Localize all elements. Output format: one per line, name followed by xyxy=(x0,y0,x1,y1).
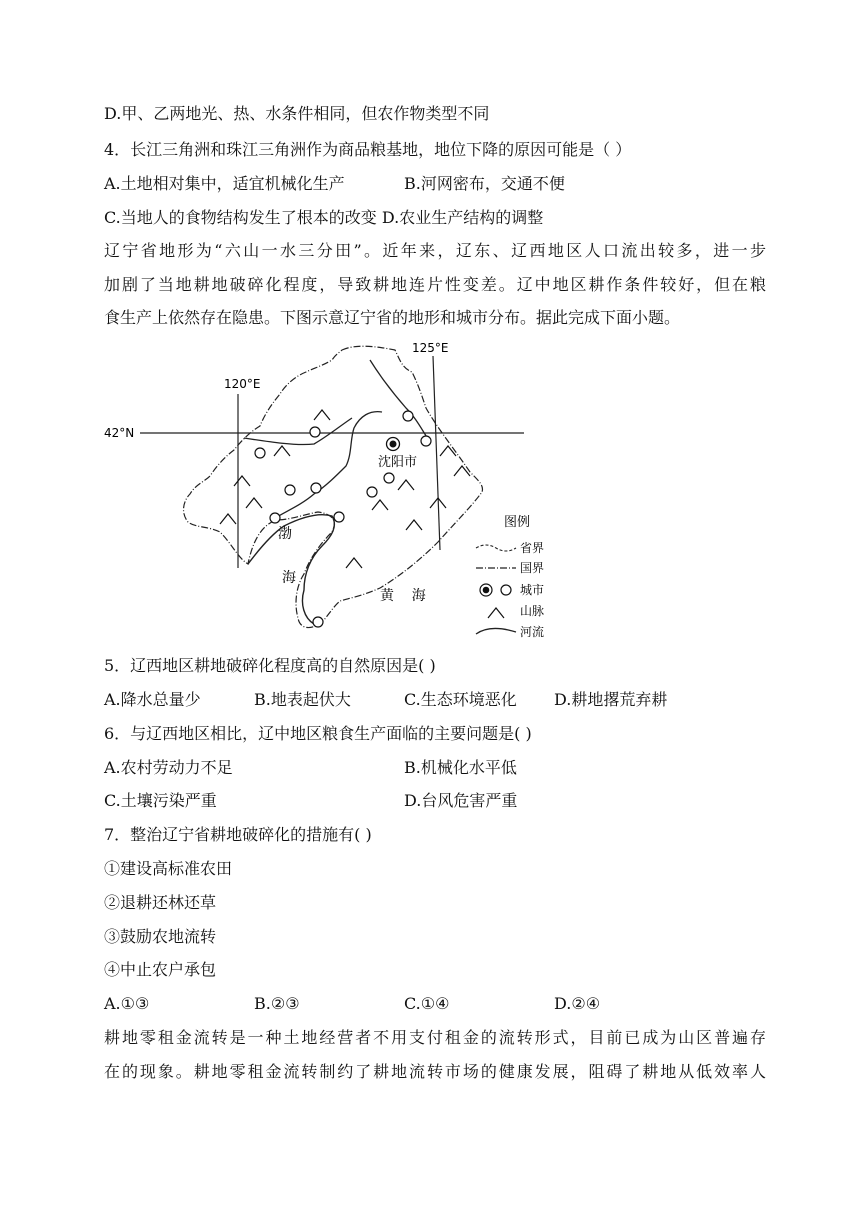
q7-option-a: A.①③ xyxy=(104,994,150,1013)
passage-line-1: 辽宁省地形为“六山一水三分田”。近年来，辽东、辽西地区人口流出较多，进一步 xyxy=(104,241,766,260)
q6-option-a: A.农村劳动力不足 xyxy=(104,758,233,777)
passage-line-3: 食生产上依然存在隐患。下图示意辽宁省的地形和城市分布。据此完成下面小题。 xyxy=(104,308,681,327)
passage2-line-2: 在的现象。耕地零租金流转制约了耕地流转市场的健康发展，阻碍了耕地从低效率人 xyxy=(104,1062,766,1081)
legend-province: 省界 xyxy=(520,541,545,555)
mountain-icon xyxy=(346,558,362,568)
lon-125-label: 125°E xyxy=(412,341,449,355)
city-marker xyxy=(255,448,265,458)
legend-city-symbol xyxy=(501,585,511,595)
passage-line-2: 加剧了当地耕地破碎化程度，导致耕地连片性变差。辽中地区耕作条件较好，但在粮 xyxy=(104,275,766,294)
question-4: 4．长江三角洲和珠江三角洲作为商品粮基地，地位下降的原因可能是（ ） xyxy=(104,140,632,159)
lon-120-label: 120°E xyxy=(224,377,261,391)
legend-mountain-symbol xyxy=(488,608,504,618)
question-7: 7．整治辽宁省耕地破碎化的措施有( ) xyxy=(104,825,372,844)
q6-option-c: C.土壤污染严重 xyxy=(104,791,217,810)
city-marker xyxy=(313,617,323,627)
map-legend xyxy=(476,515,544,639)
q7-option-c: C.①④ xyxy=(404,994,450,1013)
mountain-icon xyxy=(440,446,456,456)
liaoning-map xyxy=(100,336,560,640)
mountain-icon xyxy=(220,514,236,524)
q5-option-a: A.降水总量少 xyxy=(104,690,201,709)
question-5: 5．辽西地区耕地破碎化程度高的自然原因是( ) xyxy=(104,656,436,675)
q7-statement-1: ①建设高标准农田 xyxy=(104,859,233,878)
river-liao xyxy=(272,412,382,520)
q7-statement-4: ④中止农户承包 xyxy=(104,960,217,979)
city-marker xyxy=(367,487,377,497)
mountain-icon xyxy=(398,480,414,490)
q7-statement-2: ②退耕还林还草 xyxy=(104,893,217,912)
question-6: 6．与辽西地区相比，辽中地区粮食生产面临的主要问题是( ) xyxy=(104,724,532,743)
q4-options-cd: C.当地人的食物结构发生了根本的改变 D.农业生产结构的调整 xyxy=(104,208,544,227)
q4-option-b: B.河网密布，交通不便 xyxy=(404,174,565,193)
passage2-line-1: 耕地零租金流转是一种土地经营者不用支付租金的流转形式，目前已成为山区普遍存 xyxy=(104,1028,766,1047)
q5-option-d: D.耕地撂荒弃耕 xyxy=(554,690,668,709)
mountain-icon xyxy=(246,498,262,508)
q6-option-d: D.台风危害严重 xyxy=(404,791,518,810)
q7-option-d: D.②④ xyxy=(554,994,601,1013)
q6-option-b: B.机械化水平低 xyxy=(404,758,517,777)
legend-mountain: 山脉 xyxy=(520,604,545,618)
city-marker xyxy=(421,436,431,446)
city-marker xyxy=(311,483,321,493)
city-marker xyxy=(403,411,413,421)
mountain-icon xyxy=(274,446,290,456)
q5-option-c: C.生态环境恶化 xyxy=(404,690,517,709)
q3-option-d: D.甲、乙两地光、热、水条件相同，但农作物类型不同 xyxy=(104,104,490,123)
mountain-icon xyxy=(406,520,422,530)
bohai-label-2: 海 xyxy=(282,570,296,586)
shenyang-label: 沈阳市 xyxy=(378,455,418,470)
lat-42-label: 42°N xyxy=(104,426,135,440)
legend-city: 城市 xyxy=(520,583,545,597)
mountain-symbols xyxy=(220,410,470,568)
legend-province-symbol xyxy=(476,545,516,551)
bohai-label-1: 渤 xyxy=(278,526,292,542)
city-marker xyxy=(334,512,344,522)
mountain-icon xyxy=(234,476,250,486)
city-marker xyxy=(270,513,280,523)
q5-option-b: B.地表起伏大 xyxy=(254,690,351,709)
city-marker xyxy=(384,473,394,483)
city-marker xyxy=(285,485,295,495)
mountain-icon xyxy=(454,466,470,476)
yellow-sea-label: 黄 海 xyxy=(380,588,426,604)
legend-river: 河流 xyxy=(520,625,545,639)
legend-national: 国界 xyxy=(520,561,545,575)
legend-river-symbol xyxy=(476,628,516,634)
meridian-125 xyxy=(433,356,440,550)
legend-title: 图例 xyxy=(504,515,531,530)
q7-option-b: B.②③ xyxy=(254,994,300,1013)
q7-statement-3: ③鼓励农地流转 xyxy=(104,927,217,946)
river-north xyxy=(370,360,430,442)
river-west xyxy=(244,418,352,445)
mountain-icon xyxy=(314,410,330,420)
mountain-icon xyxy=(372,500,388,510)
city-marker xyxy=(310,427,320,437)
q4-option-a: A.土地相对集中，适宜机械化生产 xyxy=(104,174,345,193)
